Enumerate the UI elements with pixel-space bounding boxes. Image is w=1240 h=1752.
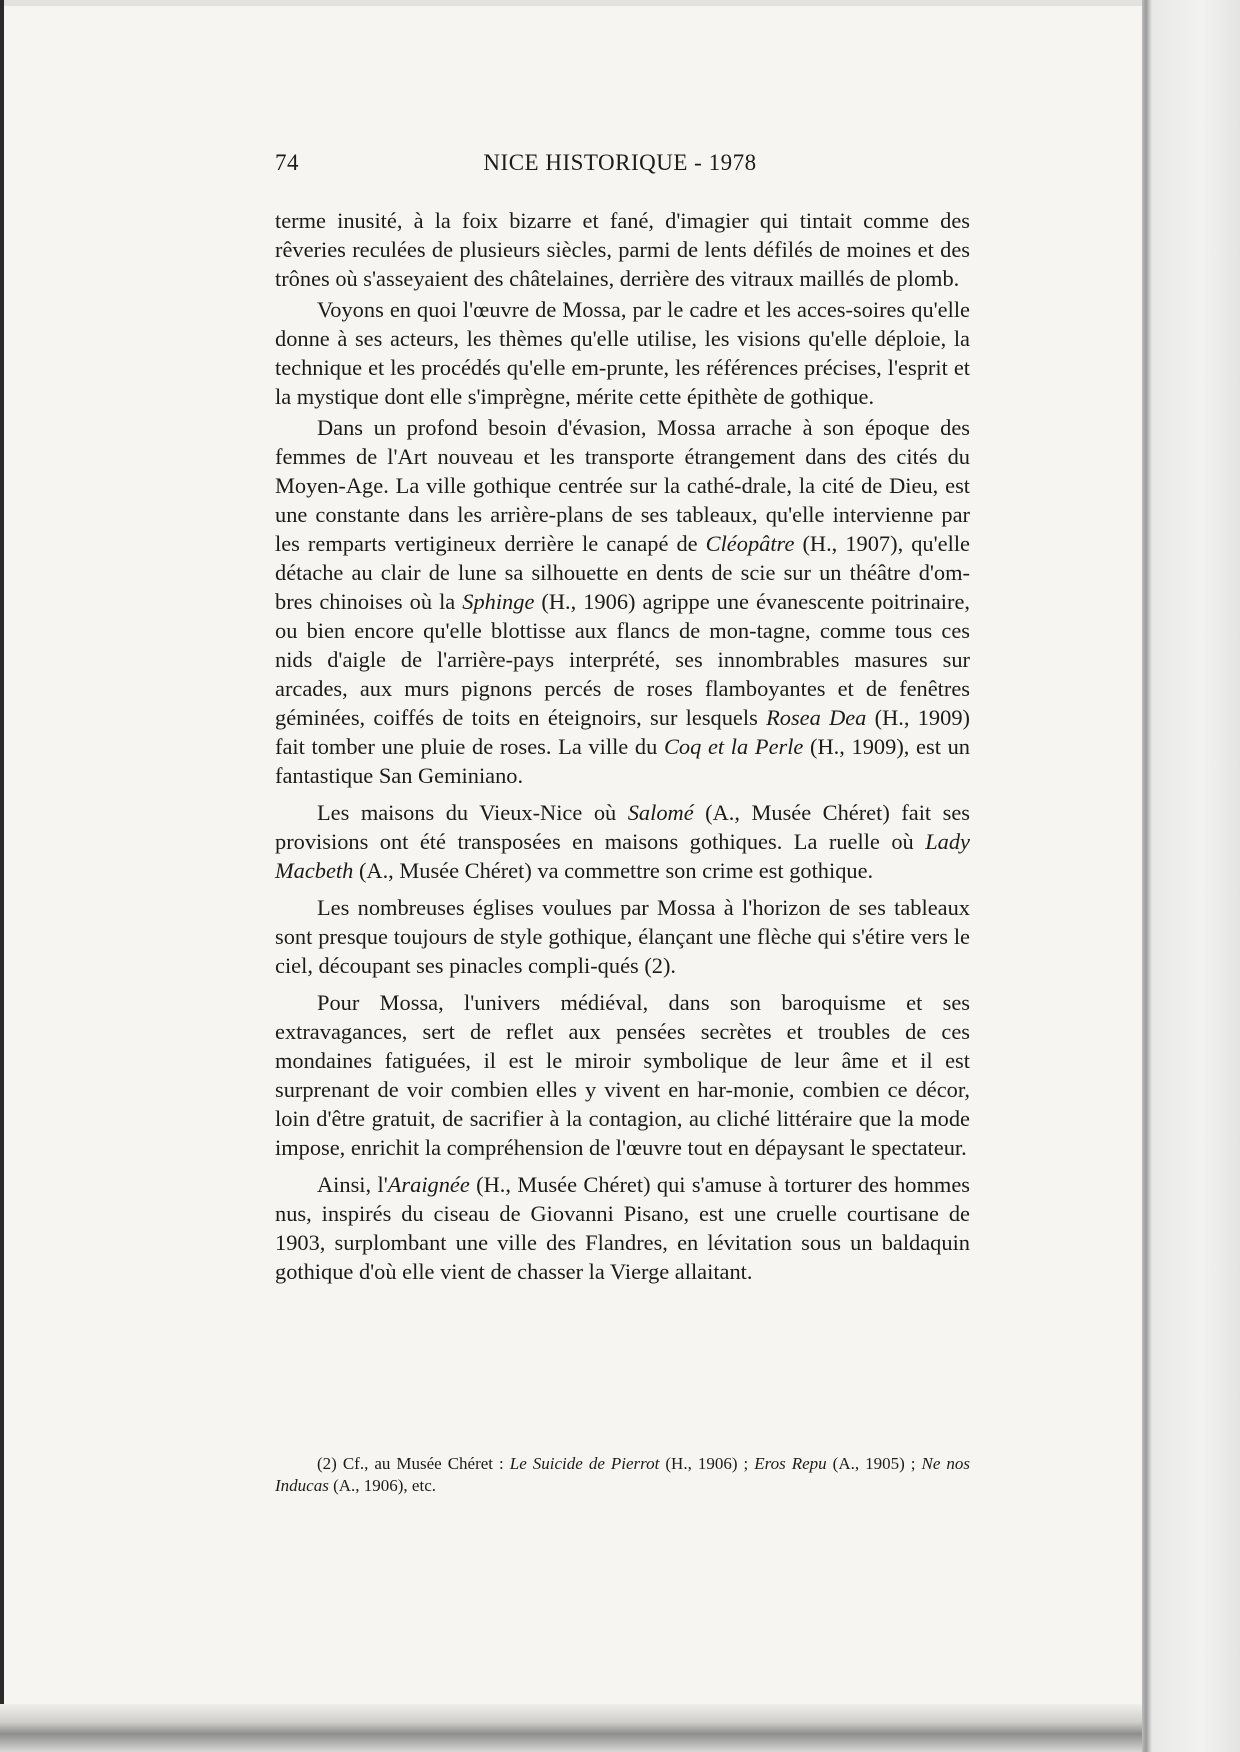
body-text xyxy=(275,206,970,1288)
italic-title: Eros Repu xyxy=(754,1454,827,1473)
text-run: Les maisons du Vieux-Nice où xyxy=(317,800,628,825)
paragraph xyxy=(275,988,970,1162)
text-run: Voyons en quoi l'œuvre de Mossa, par le cadre et les acces-soires qu'elle donne à ses acteurs, les thèmes qu'elle utilise, les visions qu'elle déploie, la technique et les procédés qu'elle em-prunte, les références précises, l'esprit et la mystique dont elle s'imprègne, mérite cette épithète de gothique. xyxy=(275,297,970,409)
italic-title: Araignée xyxy=(387,1172,470,1197)
paragraph xyxy=(275,295,970,411)
text-run: (A., Musée Chéret) fait ses provisions ont été transposées en maisons gothiques. La ruelle où xyxy=(275,800,971,854)
text-run: terme inusité, à la foix bizarre et fané, d'imagier qui tintait comme des rêveries reculées de plusieurs siècles, parmi de lents défilés de moines et des trônes où s'asseyaient des châtelaines, derrière des vitraux maillés de plomb. xyxy=(275,208,970,291)
paragraph xyxy=(275,798,970,885)
text-run: Pour Mossa, l'univers médiéval, dans son baroquisme et ses extravagances, sert de reflet aux pensées secrètes et troubles de ces mondaines fatiguées, il est le miroir symbolique de leur âme et il est surprenant de voir combien elles y vivent en har-monie, combien ce décor, loin d'être gratuit, de sacrifier à la contagion, au cliché littéraire que la mode impose, enrichit la compréhension de l'œuvre tout en dépaysant le spectateur. xyxy=(275,990,970,1160)
text-run: (A., 1906), etc. xyxy=(328,1476,436,1495)
italic-title: Ne nos Inducas xyxy=(275,1454,971,1495)
text-run: (H., 1906) agrippe une évanescente poitrinaire, ou bien encore qu'elle blottisse aux flancs de mon-tagne, comme tous ces nids d'aigle de l'arrière-pays interprété, ses innombrables masures sur arcades, aux murs pignons percés de roses flamboyantes et de fenêtres géminées, coiffés de toits en éteignoirs, sur lesquels xyxy=(275,589,971,730)
scan-edge-top xyxy=(0,0,1240,6)
text-run: (H., Musée Chéret) qui s'amuse à torturer des hommes nus, inspirés du ciseau de Giovanni Pisano, est une cruelle courtisane de 1903, surplombant une ville des Flandres, en lévitation sous un baldaquin gothique d'où elle vient de chasser la Vierge allaitant. xyxy=(275,1172,970,1284)
italic-title: Lady Macbeth xyxy=(275,829,970,883)
footnote xyxy=(275,1453,970,1497)
text-run: (H., 1906) ; xyxy=(659,1454,755,1473)
italic-title: Cléopâtre xyxy=(705,531,795,556)
paragraph xyxy=(275,206,970,293)
text-run: (A., 1905) ; xyxy=(826,1454,922,1473)
italic-title: Salomé xyxy=(627,800,694,825)
footnote-text xyxy=(275,1453,970,1497)
running-title: NICE HISTORIQUE - 1978 xyxy=(483,150,757,175)
scan-edge-bottom xyxy=(0,1704,1142,1752)
text-run: Dans un profond besoin d'évasion, Mossa arrache à son époque des femmes de l'Art nouveau et les transporte étrangement dans des cités du Moyen-Age. La ville gothique centrée sur la cathé-drale, la cité de Dieu, est une constante dans les arrière-plans de ses tableaux, qu'elle intervienne par les remparts vertigineux derrière le canapé de xyxy=(275,415,970,556)
text-run: (H., 1909) fait tomber une pluie de roses. La ville du xyxy=(275,705,970,759)
page-header xyxy=(275,150,965,186)
paragraph xyxy=(275,893,970,980)
text-run: Les nombreuses églises voulues par Mossa à l'horizon de ses tableaux sont presque toujours de style gothique, élançant une flèche qui s'étire vers le ciel, découpant ses pinacles compli-qués (2). xyxy=(275,895,970,978)
scan-edge-left xyxy=(0,0,4,1752)
italic-title: Rosea Dea xyxy=(766,705,867,730)
text-run: (A., Musée Chéret) va commettre son crime est gothique. xyxy=(353,858,874,883)
italic-title: Le Suicide de Pierrot xyxy=(509,1454,660,1473)
text-run: (H., 1909), est un fantastique San Geminiano. xyxy=(275,734,970,788)
paragraph xyxy=(275,1170,970,1286)
page-number: 74 xyxy=(275,150,299,175)
paragraph xyxy=(275,413,970,790)
text-run: Ainsi, l' xyxy=(317,1172,388,1197)
italic-title: Coq et la Perle xyxy=(663,734,804,759)
scan-edge-right xyxy=(1142,0,1240,1752)
italic-title: Sphinge xyxy=(462,589,535,614)
text-run: (H., 1907), qu'elle détache au clair de lune sa silhouette en dents de scie sur un théâtre d'om-bres chinoises où la xyxy=(275,531,970,614)
text-run: (2) Cf., au Musée Chéret : xyxy=(317,1454,510,1473)
